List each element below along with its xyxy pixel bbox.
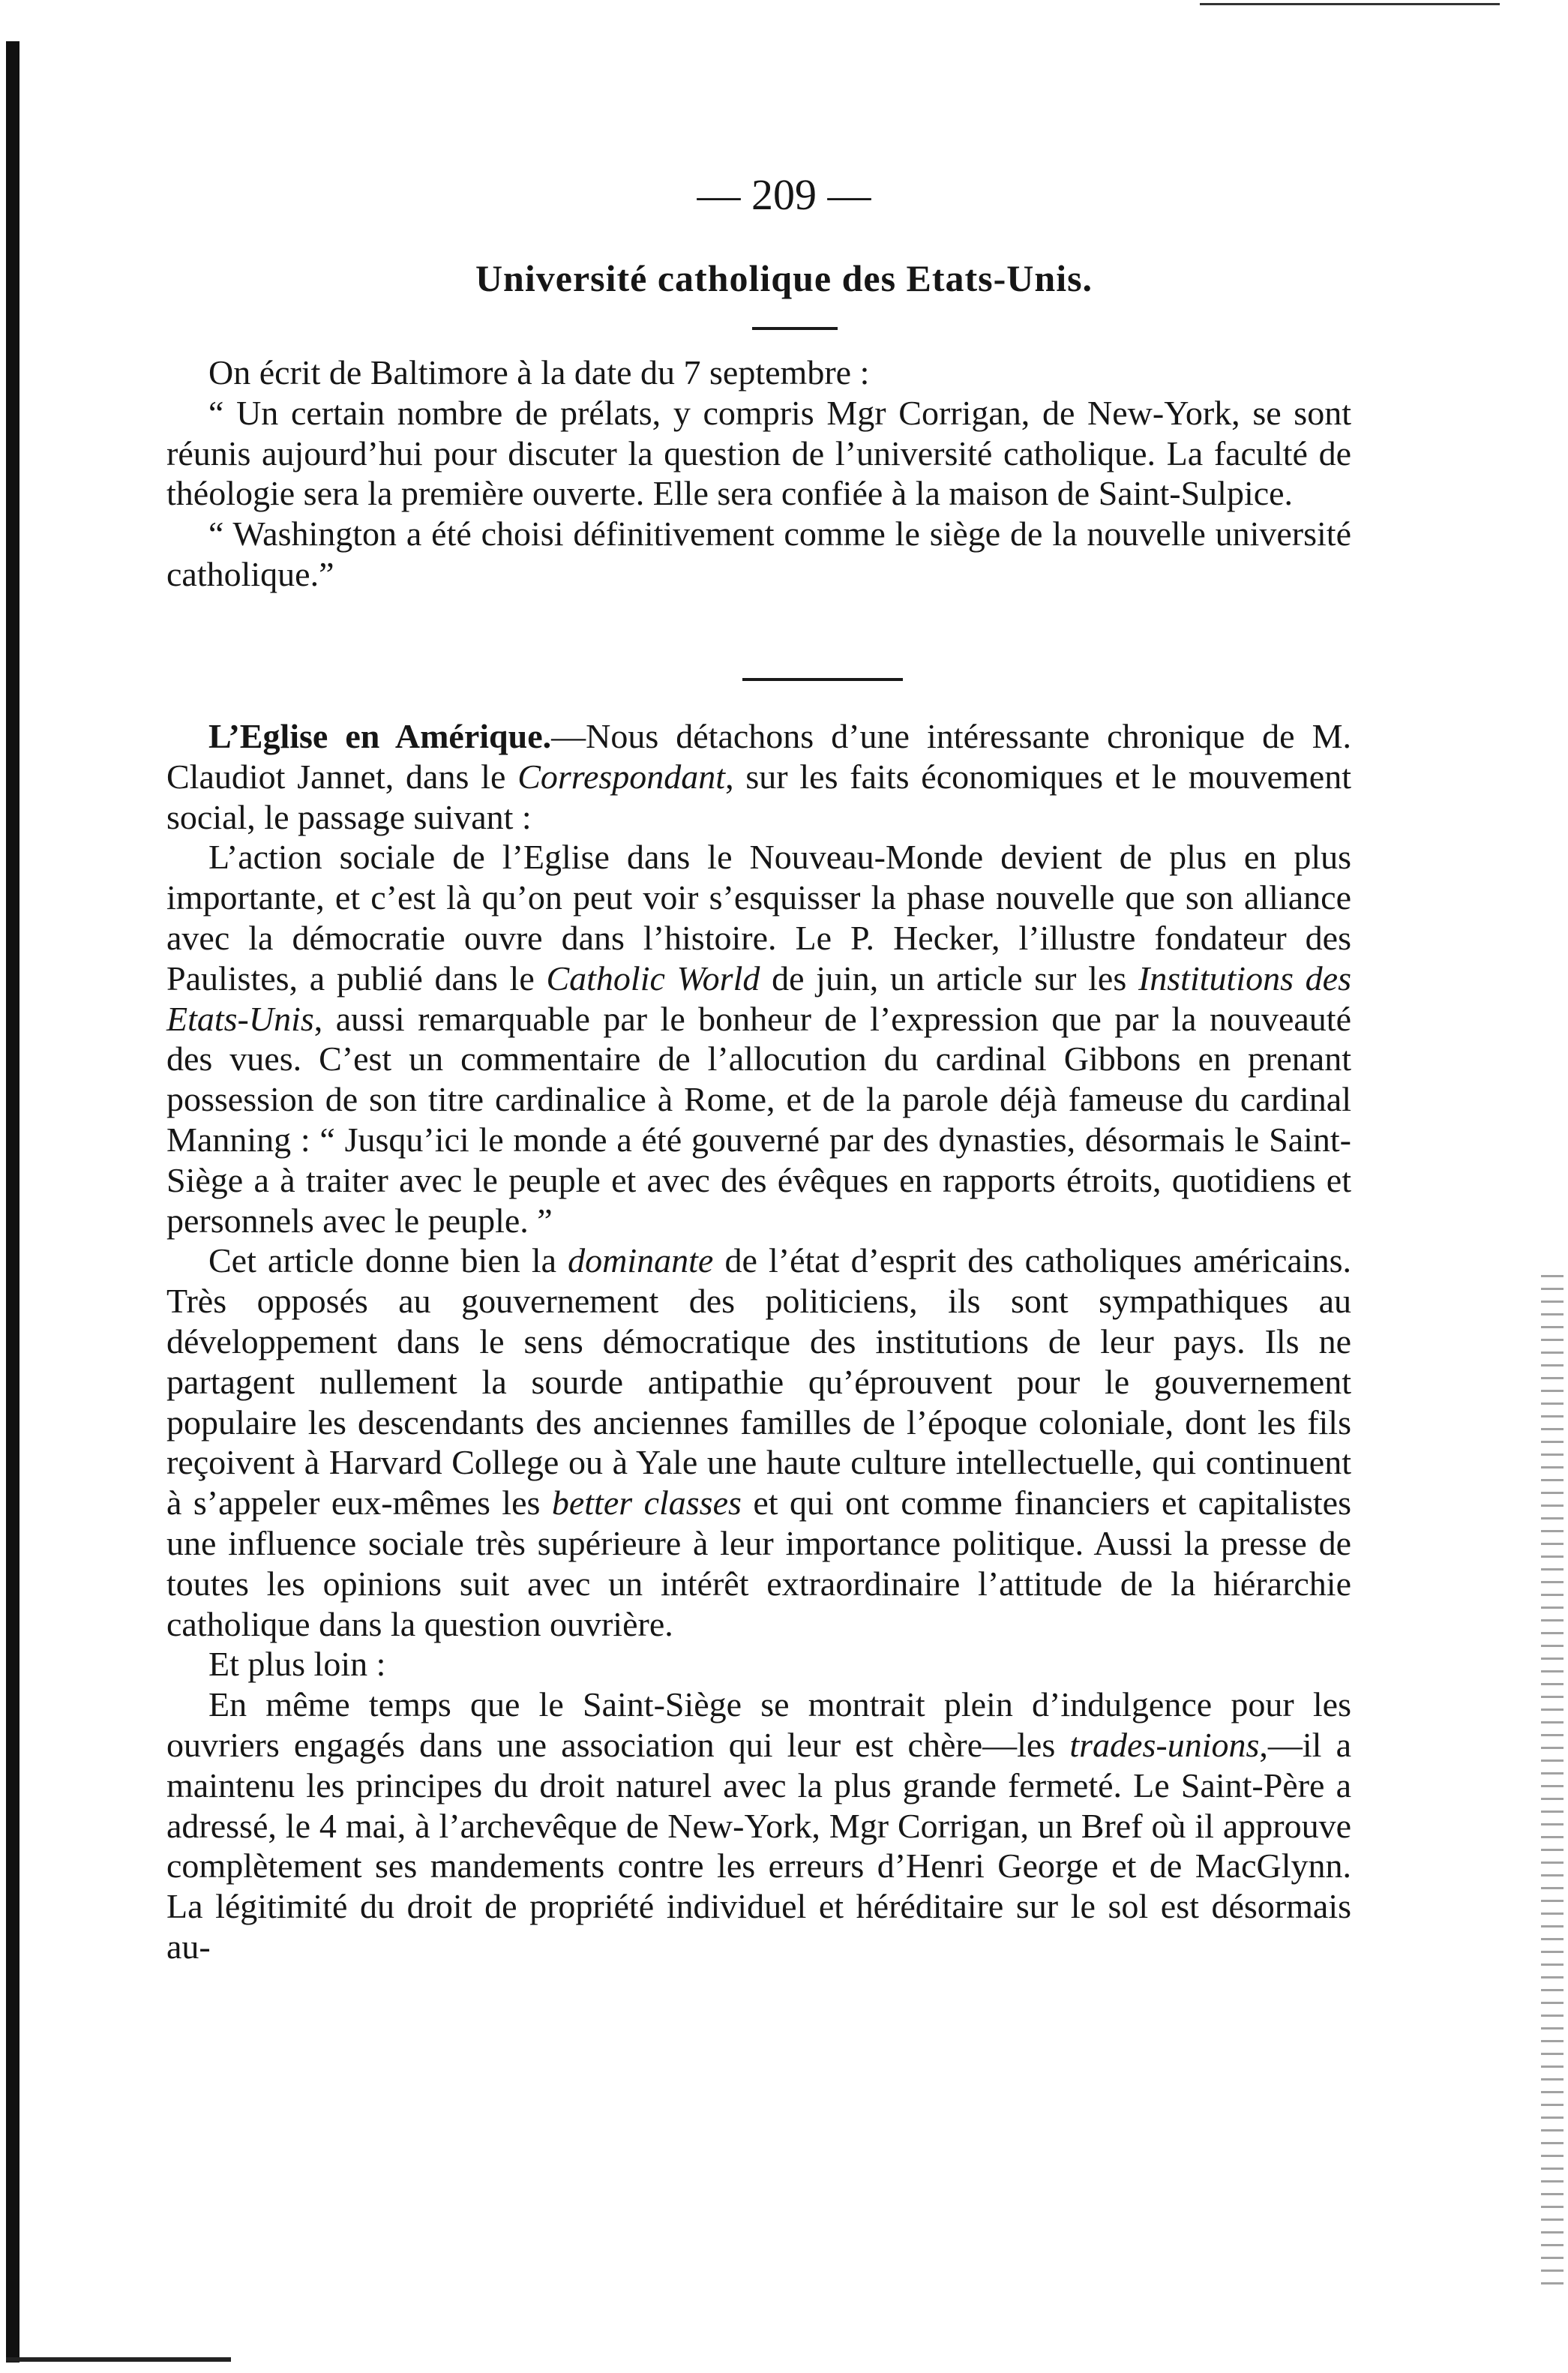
text-run: de juin, un article sur les: [760, 958, 1138, 998]
text-run: , sur les faits économiques et le mouvement social, le passage suivant :: [166, 757, 1351, 836]
paragraph: [166, 1684, 1351, 1967]
text-run: En même temps que le Saint-Siège se montrait plein d’indulgence pour les ouvriers engagés dans une association qui leur est chère—les: [166, 1685, 1351, 1764]
paragraph: “ Washington a été choisi définitivement comme le siège de la nouvelle université catholique.”: [166, 514, 1351, 593]
italic-word: better classes: [551, 1484, 742, 1522]
paragraph: On écrit de Baltimore à la date du 7 septembre :: [208, 353, 870, 392]
text-run: —Nous détachons d’une intéressante chronique de M. Claudiot Jannet, dans le: [166, 717, 1351, 796]
paragraph: [166, 1240, 1351, 1644]
article-heading: L’Eglise en Amérique.: [208, 717, 552, 755]
section-separator-rule: [742, 678, 903, 681]
italic-title: Correspondant: [517, 757, 726, 796]
paragraph: Et plus loin :: [208, 1645, 386, 1684]
italic-title: Institutions des Etats-Unis: [166, 958, 1351, 1038]
italic-title: Catholic World: [546, 958, 760, 998]
text-run: , aussi remarquable par le bonheur de l’expression que par la nouveauté des vues. C’est un commentaire de l’allocution du cardinal Gibbons en prenant possession de son titre cardinalice à Rome, et de la parole déjà fameuse du cardinal Manning : “ Jusqu’ici le monde a été gouverné par des dynasties, désormais le Saint-Siège a à traiter avec le peuple et avec des évêques en rapports étroits, quotidiens et personnels avec le peuple. ”: [166, 999, 1351, 1240]
article-university: [166, 352, 1351, 595]
paragraph: “ Un certain nombre de prélats, y compris Mgr Corrigan, de New-York, se sont réunis aujourd’hui pour discuter la question de l’université catholique. La faculté de théologie sera la première ouverte. Elle sera confiée à la maison de Saint-Sulpice.: [166, 393, 1351, 513]
title-rule: [752, 327, 838, 330]
scan-left-edge: [6, 41, 19, 2362]
paragraph: [166, 837, 1351, 1240]
text-run: et qui ont comme financiers et capitalistes une influence sociale très supérieure à leur importance politique. Aussi la presse de toutes les opinions suit avec un intérêt extraordinaire l’attitude de la hiérarchie catholique dans la question ouvrière.: [166, 1484, 1351, 1643]
scan-top-edge: [1200, 3, 1500, 5]
italic-word: dominante: [568, 1241, 714, 1280]
page-number: — 209 —: [697, 170, 871, 219]
scan-bottom-edge: [6, 2357, 231, 2362]
article-eglise-amerique: [166, 716, 1351, 1967]
section-title: Université catholique des Etats-Unis.: [475, 257, 1093, 299]
text-run: ,—il a maintenu les principes du droit naturel avec la plus grande fermeté. Le Saint-Père a adressé, le 4 mai, à l’archevêque de New-York, Mgr Corrigan, un Bref où il approuve complètement ses mandements contre les erreurs d’Henri George et de MacGlynn. La légitimité du droit de propriété individuel et héréditaire sur le sol est désormais au-: [166, 1725, 1351, 1966]
text-run: de l’état d’esprit des catholiques américains. Très opposés au gouvernement des politiciens, ils sont sympathiques au développement dans le sens démocratique des institutions de leur pays. Ils ne partagent nullement la sourde antipathie qu’éprouvent pour le gouvernement populaire les descendants des anciennes familles de l’époque coloniale, dont les fils reçoivent à Harvard College ou à Yale une haute culture intellectuelle, qui continuent à s’appeler eux-mêmes les: [166, 1241, 1351, 1522]
italic-word: trades-unions: [1069, 1725, 1260, 1764]
paragraph: [166, 716, 1351, 837]
text-run: Cet article donne bien la: [208, 1241, 568, 1280]
text-run: L’action sociale de l’Eglise dans le Nouveau-Monde devient de plus en plus importante, et c’est là qu’on peut voir s’esquisser la phase nouvelle que son alliance avec la démocratie ouvre dans l’histoire. Le P. Hecker, l’illustre fondateur des Paulistes, a publié dans le: [166, 838, 1351, 998]
scan-right-noise: [1541, 1275, 1564, 2295]
